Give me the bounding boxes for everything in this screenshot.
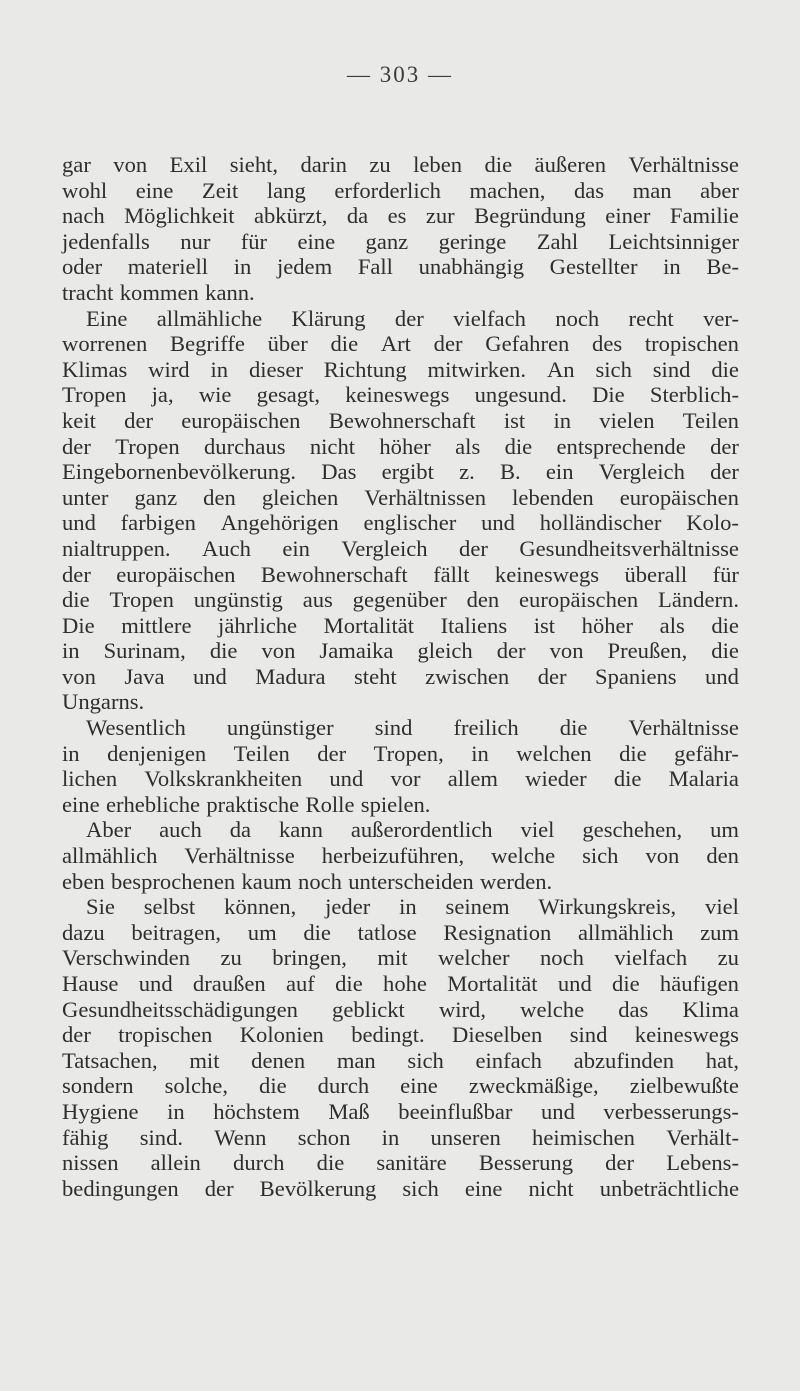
text-line: Wesentlich ungünstiger sind freilich die Verhältnisse (86, 715, 739, 741)
text-line: oder materiell in jedem Fall unabhängig Gestellter in Be- (62, 254, 739, 280)
text-line: der europäischen Bewohnerschaft fällt keineswegs überall für (62, 561, 739, 587)
body-text (62, 152, 739, 1201)
text-line: allmählich Verhältnisse herbeizuführen, welche sich von den (62, 843, 739, 869)
page-number: — 303 — (347, 62, 453, 87)
text-line: jedenfalls nur für eine ganz geringe Zahl Leichtsinniger (62, 228, 739, 254)
text-line: keit der europäischen Bewohnerschaft ist in vielen Teilen (62, 407, 739, 433)
text-line: der Tropen durchaus nicht höher als die entsprechende der (62, 433, 739, 459)
text-line: Tatsachen, mit denen man sich einfach abzufinden hat, (62, 1047, 739, 1073)
text-line: eine erhebliche praktische Rolle spielen. (62, 791, 431, 817)
text-line: unter ganz den gleichen Verhältnissen lebenden europäischen (62, 484, 739, 510)
text-line: dazu beitragen, um die tatlose Resignation allmählich zum (62, 919, 739, 945)
text-line: nialtruppen. Auch ein Vergleich der Gesundheitsverhältnisse (62, 535, 739, 561)
text-line: Hause und draußen auf die hohe Mortalität und die häufigen (62, 971, 739, 996)
text-line: wohl eine Zeit lang erforderlich machen, das man aber (62, 177, 739, 203)
text-line: Eine allmähliche Klärung der vielfach noch recht ver- (86, 305, 739, 331)
text-line: in denjenigen Teilen der Tropen, in welchen die gefähr- (62, 740, 739, 766)
text-line: gar von Exil sieht, darin zu leben die äußeren Verhältnisse (62, 152, 739, 177)
text-line: nissen allein durch die sanitäre Besserung der Lebens- (62, 1150, 739, 1176)
text-line: Verschwinden zu bringen, mit welcher noch vielfach zu (62, 945, 739, 971)
text-line: Gesundheitsschädigungen geblickt wird, welche das Klima (62, 996, 739, 1022)
text-line: Eingebornenbevölkerung. Das ergibt z. B. ein Vergleich der (62, 459, 739, 485)
text-line: worrenen Begriffe über die Art der Gefahren des tropischen (62, 331, 739, 357)
text-line: Klimas wird in dieser Richtung mitwirken. An sich sind die (62, 356, 739, 382)
text-line: eben besprochenen kaum noch unterscheiden werden. (62, 868, 553, 894)
text-line: und farbigen Angehörigen englischer und holländischer Kolo- (62, 510, 739, 536)
text-line: die Tropen ungünstig aus gegenüber den europäischen Ländern. (62, 587, 739, 613)
text-line: Tropen ja, wie gesagt, keineswegs ungesund. Die Sterblich- (62, 382, 739, 408)
text-line: sondern solche, die durch eine zweckmäßige, zielbewußte (62, 1073, 739, 1099)
text-line: von Java und Madura steht zwischen der Spaniens und (62, 663, 739, 689)
text-line: der tropischen Kolonien bedingt. Dieselben sind keineswegs (62, 1022, 739, 1048)
text-line: fähig sind. Wenn schon in unseren heimischen Verhält- (62, 1124, 739, 1150)
text-line: Hygiene in höchstem Maß beeinflußbar und verbesserungs- (62, 1098, 739, 1124)
text-line: Aber auch da kann außerordentlich viel geschehen, um (86, 817, 739, 843)
text-line: nach Möglichkeit abkürzt, da es zur Begründung einer Familie (62, 203, 739, 229)
text-line: Ungarns. (62, 689, 145, 715)
text-line: Die mittlere jährliche Mortalität Italiens ist höher als die (62, 612, 739, 638)
text-line: lichen Volkskrankheiten und vor allem wieder die Malaria (62, 766, 739, 792)
text-line: Sie selbst können, jeder in seinem Wirkungskreis, viel (86, 894, 739, 920)
text-line: in Surinam, die von Jamaika gleich der von Preußen, die (62, 638, 739, 664)
text-line: tracht kommen kann. (62, 279, 255, 305)
text-line: bedingungen der Bevölkerung sich eine nicht unbeträchtliche (62, 1175, 739, 1201)
